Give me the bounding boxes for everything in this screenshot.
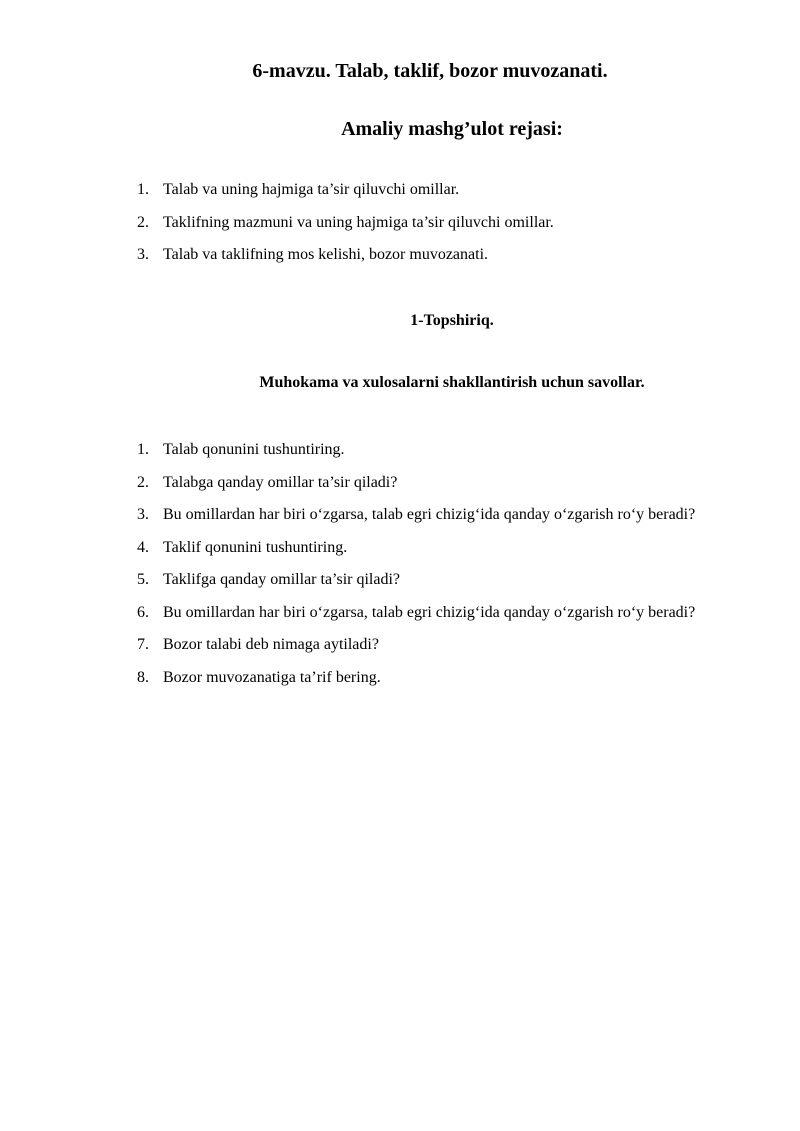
list-item — [137, 499, 742, 532]
item-number: 6. — [137, 603, 149, 621]
item-number: 8. — [137, 668, 149, 686]
item-text: Talab qonunini tushuntiring. — [163, 441, 345, 458]
item-text: Talab va uning hajmiga ta’sir qiluvchi omillar. — [163, 181, 460, 198]
item-number: 2. — [137, 473, 149, 491]
item-number: 5. — [137, 571, 149, 588]
item-text: Bozor muvozanatiga ta’rif bering. — [163, 668, 381, 686]
list-item — [137, 434, 742, 467]
item-text: Taklif qonunini tushuntiring. — [163, 538, 348, 556]
item-number: 4. — [137, 538, 149, 556]
item-number: 1. — [137, 441, 149, 458]
questions-list — [137, 434, 742, 694]
list-item — [137, 564, 742, 597]
item-text: Talabga qanday omillar ta’sir qiladi? — [163, 473, 398, 491]
item-text: Taklifga qanday omillar ta’sir qiladi? — [163, 571, 401, 588]
item-text: Bozor talabi deb nimaga aytiladi? — [163, 636, 379, 653]
item-text: Talab va taklifning mos kelishi, bozor muvozanati. — [163, 246, 489, 263]
item-text: Bu omillardan har biri o‘zgarsa, talab egri chizig‘ida qanday o‘zgarish ro‘y beradi? — [163, 603, 696, 621]
item-number: 3. — [137, 246, 149, 263]
item-text: Taklifning mazmuni va uning hajmiga ta’sir qiluvchi omillar. — [163, 213, 554, 231]
task-heading: 1-Topshiriq. — [410, 312, 494, 329]
item-number: 1. — [137, 181, 149, 198]
list-item — [137, 174, 742, 207]
list-item — [137, 532, 742, 565]
item-number: 3. — [137, 506, 149, 523]
list-item — [137, 662, 742, 695]
item-number: 7. — [137, 636, 149, 653]
plan-list — [137, 174, 742, 272]
questions-heading: Muhokama va xulosalarni shakllantirish uchun savollar. — [259, 374, 645, 391]
item-number: 2. — [137, 213, 149, 231]
list-item — [137, 239, 742, 272]
list-item — [137, 467, 742, 500]
list-item — [137, 629, 742, 662]
list-item — [137, 597, 742, 630]
plan-heading: Amaliy mashg’ulot rejasi: — [341, 118, 563, 140]
page-title: 6-mavzu. Talab, taklif, bozor muvozanati. — [252, 60, 608, 82]
item-text: Bu omillardan har biri o‘zgarsa, talab egri chizig‘ida qanday o‘zgarish ro‘y beradi? — [163, 506, 696, 523]
list-item — [137, 207, 742, 240]
